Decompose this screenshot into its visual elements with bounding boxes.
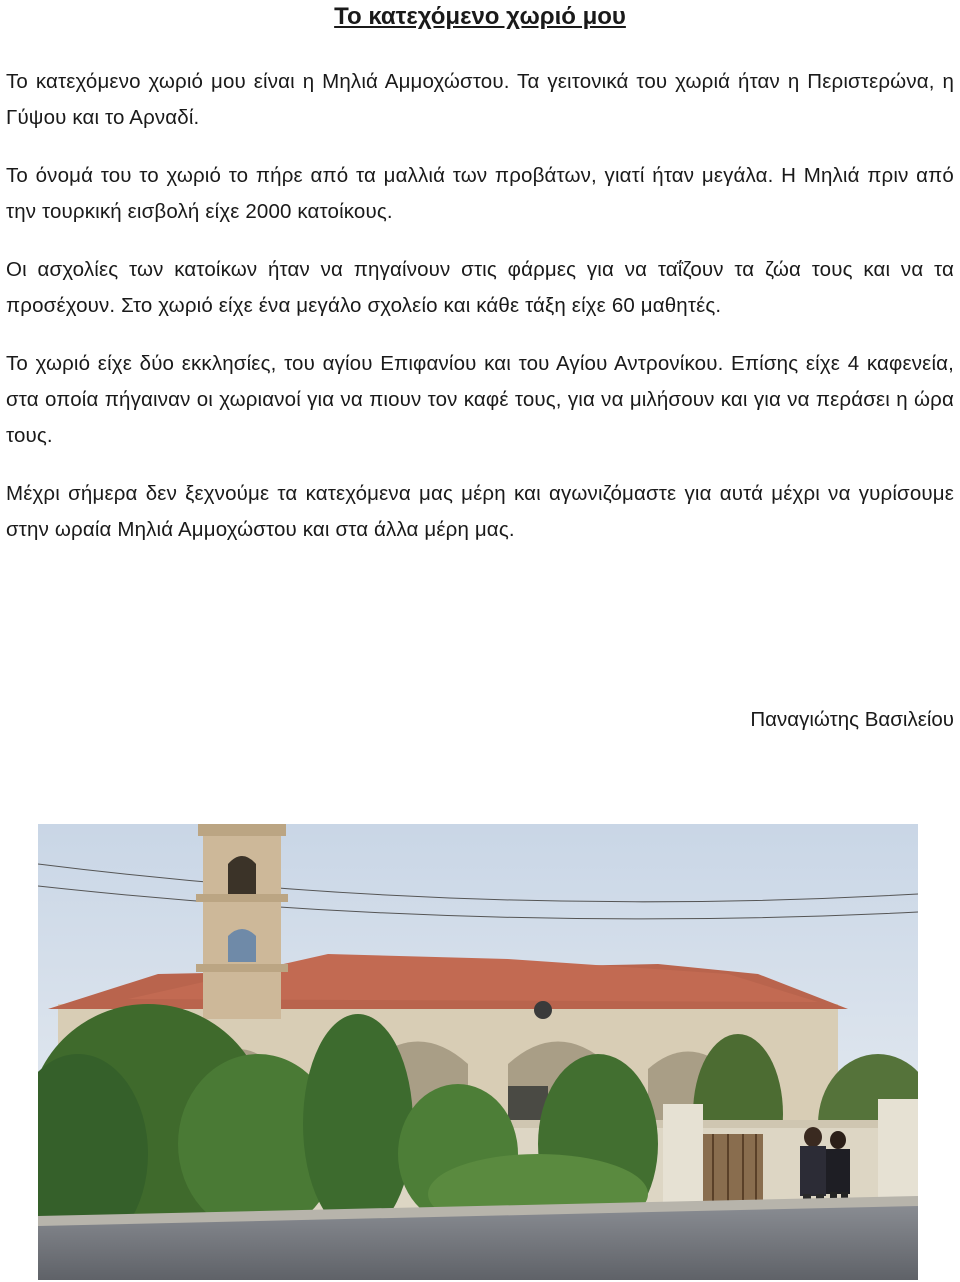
document-body [6,64,954,570]
paragraph-name-origin: Το όνομά του το χωριό το πήρε από τα μαλλιά των προβάτων, γιατί ήταν μεγάλα. Η Μηλιά πριν από την τουρκική εισβολή είχε 2000 κατοίκους. [6,164,954,223]
author-signature: Παναγιώτης Βασιλείου [750,708,954,731]
paragraph-neighbors: Το κατεχόμενο χωριό μου είναι η Μηλιά Αμμοχώστου. Τα γειτονικά του χωριά ήταν η Περιστερώνα, η Γύψου και το Αρναδί. [6,70,954,129]
paragraph-occupations: Οι ασχολίες των κατοίκων ήταν να πηγαίνουν στις φάρμες για να ταΐζουν τα ζώα τους και να τα προσέχουν. Στο χωριό είχε ένα μεγάλο σχολείο και κάθε τάξη είχε 60 μαθητές. [6,258,954,317]
document-title: Το κατεχόμενο χωριό μου [334,3,626,30]
paragraph-closing: Μέχρι σήμερα δεν ξεχνούμε τα κατεχόμενα μας μέρη και αγωνιζόμαστε για αυτά μέχρι να γυρίσουμε στην ωραία Μηλιά Αμμοχώστου και στα άλλα μέρη μας. [6,482,954,541]
church-photo [38,824,918,1280]
paragraph-churches: Το χωριό είχε δύο εκκλησίες, του αγίου Επιφανίου και του Αγίου Αντρονίκου. Επίσης είχε 4 καφενεία, στα οποία πήγαιναν οι χωριανοί για να πιουν τον καφέ τους, για να μιλήσουν και για να περάσει η ώρα τους. [6,352,954,447]
